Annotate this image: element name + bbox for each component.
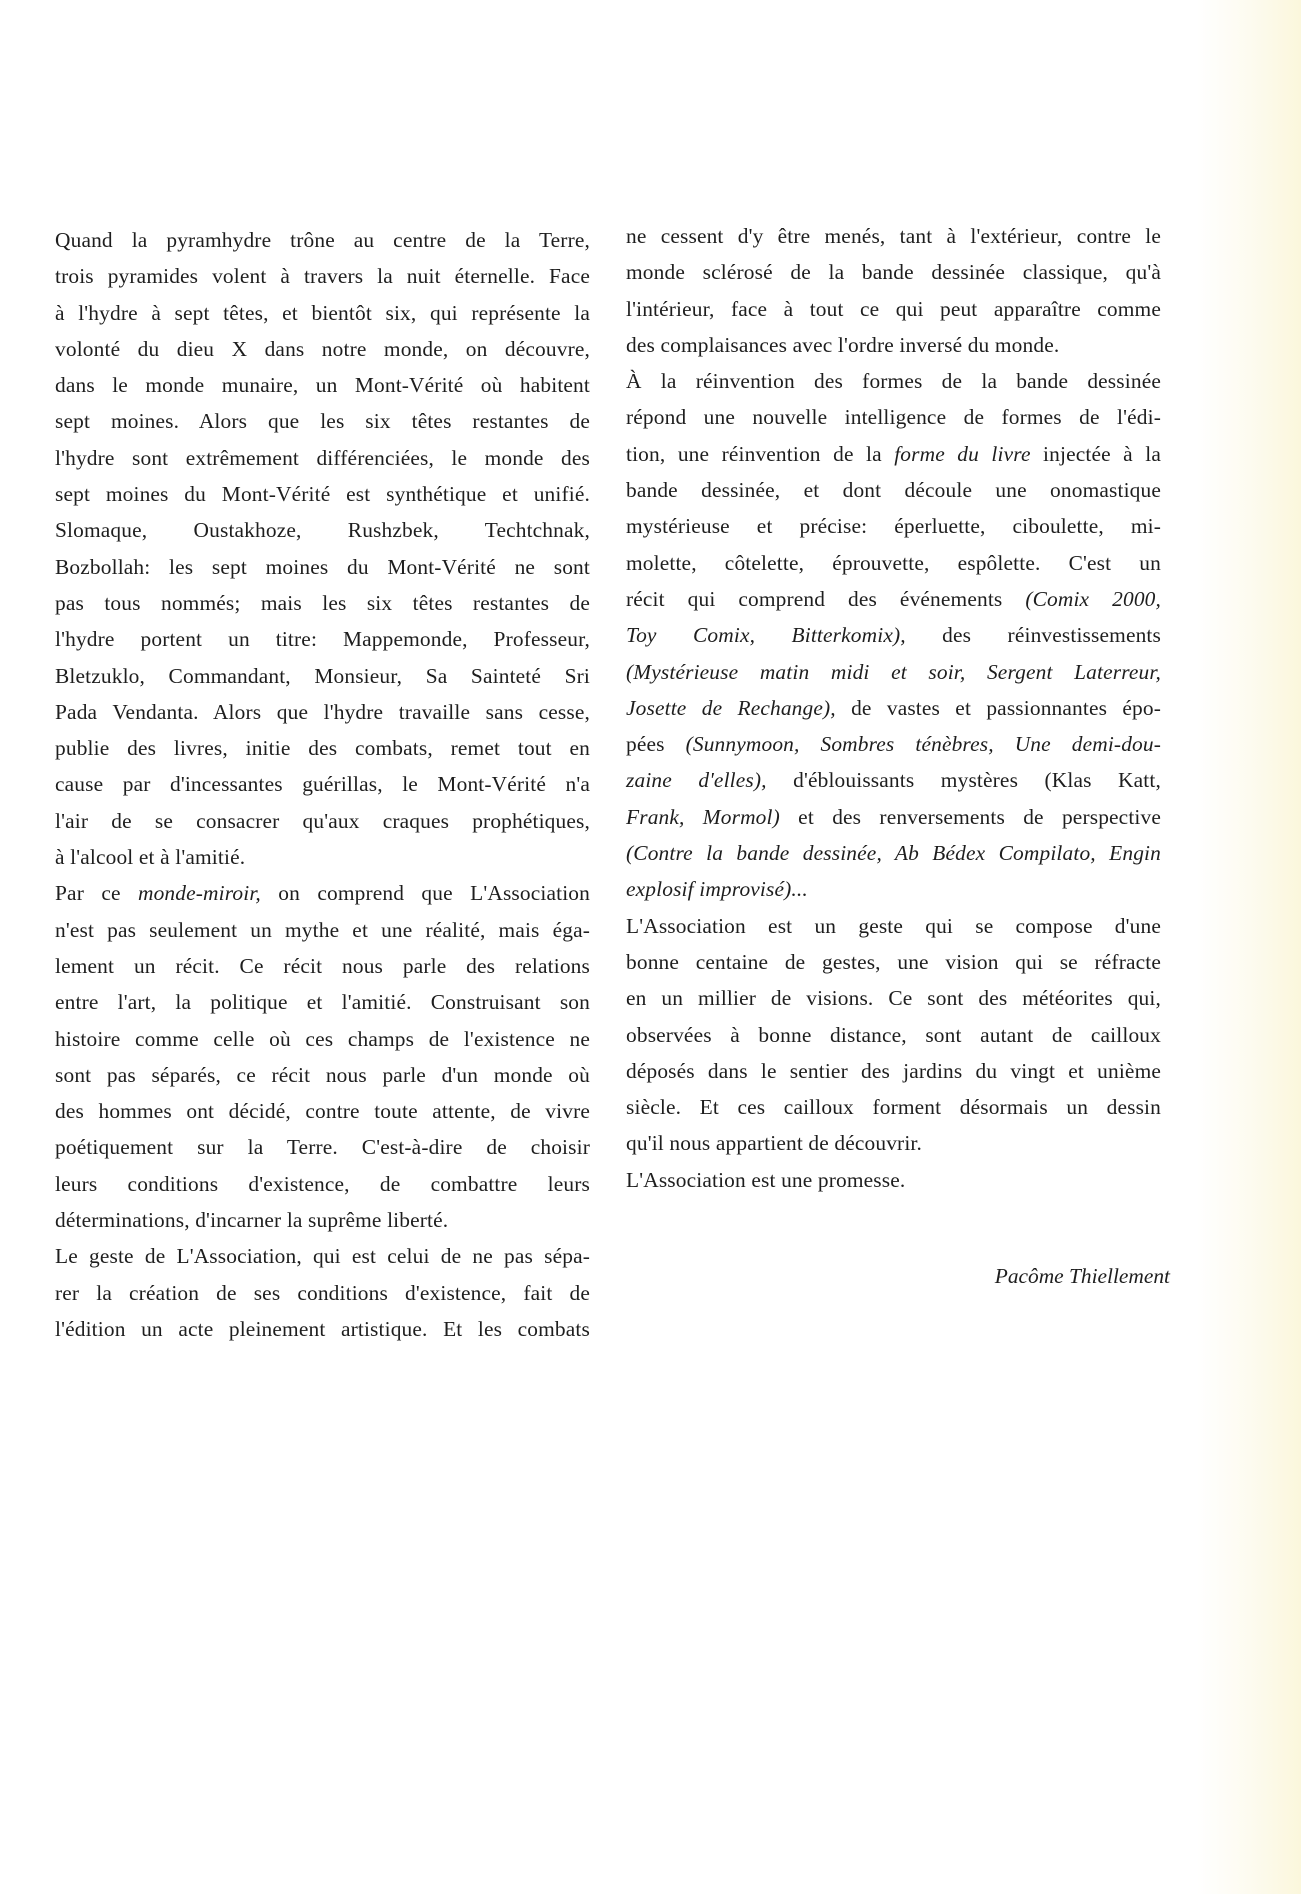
text-line: publie des livres, initie des combats, remet tout en xyxy=(55,736,590,761)
text-segment: pées xyxy=(626,732,686,757)
text-line: à l'alcool et à l'amitié. xyxy=(55,845,246,870)
italic-text: Frank, Mormol) xyxy=(626,804,780,829)
text-line xyxy=(626,690,1161,726)
italic-text: zaine d'elles), xyxy=(626,768,767,793)
text-line: rer la création de ses conditions d'existence, fait de xyxy=(55,1280,590,1305)
author-signature: Pacôme Thiellement xyxy=(994,1264,1170,1288)
italic-text: (Sunnymoon, Sombres ténèbres, Une demi-dou- xyxy=(685,732,1161,757)
text-line: bonne centaine de gestes, une vision qui se réfracte xyxy=(626,949,1161,974)
text-line: l'hydre sont extrêmement différenciées, le monde des xyxy=(55,445,590,470)
text-segment: des réinvestissements xyxy=(905,623,1161,648)
left-text-column xyxy=(55,222,590,1347)
text-line: siècle. Et ces cailloux forment désormais un dessin xyxy=(626,1095,1161,1120)
text-line xyxy=(626,799,1161,835)
text-line: qu'il nous appartient de découvrir. xyxy=(626,1131,923,1156)
text-line: sept moines du Mont-Vérité est synthétique et unifié. xyxy=(55,482,590,507)
text-line xyxy=(626,654,1161,690)
text-segment: de vastes et passionnantes épo- xyxy=(835,695,1161,720)
text-line: mystérieuse et précise: éperluette, ciboulette, mi- xyxy=(626,514,1161,539)
text-line: L'Association est une promesse. xyxy=(626,1167,906,1192)
text-line: Quand la pyramhydre trône au centre de la Terre, xyxy=(55,228,590,252)
italic-text: Toy Comix, Bitterkomix), xyxy=(626,623,906,648)
text-line: sont pas séparés, ce récit nous parle d'un monde où xyxy=(55,1062,590,1087)
text-segment: récit qui comprend des événements xyxy=(626,586,1026,611)
italic-text: monde-miroir, xyxy=(137,881,261,906)
text-line: ne cessent d'y être menés, tant à l'extérieur, contre le xyxy=(626,224,1161,248)
text-line: histoire comme celle où ces champs de l'existence ne xyxy=(55,1026,590,1051)
text-line: Bletzuklo, Commandant, Monsieur, Sa Sainteté Sri xyxy=(55,663,590,688)
text-line xyxy=(626,581,1161,617)
text-line: volonté du dieu X dans notre monde, on découvre, xyxy=(55,336,590,361)
italic-text: (Contre la bande dessinée, Ab Bédex Compilato, Engin xyxy=(626,841,1161,866)
text-line xyxy=(626,617,1161,653)
italic-text: Josette de Rechange), xyxy=(626,695,836,720)
text-line: l'édition un acte pleinement artistique. Et les combats xyxy=(55,1316,590,1341)
italic-text: forme du livre xyxy=(894,441,1031,466)
right-text-column xyxy=(626,218,1161,1198)
text-line: monde sclérosé de la bande dessinée classique, qu'à xyxy=(626,260,1161,285)
text-line: entre l'art, la politique et l'amitié. Construisant son xyxy=(55,990,590,1015)
text-segment: et des renversements de perspective xyxy=(779,804,1162,829)
text-line: lement un récit. Ce récit nous parle des relations xyxy=(55,953,590,978)
text-line: des hommes ont décidé, contre toute attente, de vivre xyxy=(55,1099,590,1124)
text-line: déposés dans le sentier des jardins du vingt et unième xyxy=(626,1058,1161,1083)
text-line: À la réinvention des formes de la bande dessinée xyxy=(626,369,1161,394)
text-line: pas tous nommés; mais les six têtes restantes de xyxy=(55,590,590,615)
text-line xyxy=(626,726,1161,762)
text-line: des complaisances avec l'ordre inversé du monde. xyxy=(626,332,1060,357)
text-line xyxy=(626,835,1161,871)
text-line: Le geste de L'Association, qui est celui de ne pas sépa- xyxy=(55,1244,590,1269)
text-line xyxy=(626,871,1161,907)
text-line: en un millier de visions. Ce sont des météorites qui, xyxy=(626,986,1161,1011)
text-line: déterminations, d'incarner la suprême liberté. xyxy=(55,1208,449,1233)
text-line: l'hydre portent un titre: Mappemonde, Professeur, xyxy=(55,627,590,652)
text-line: L'Association est un geste qui se compose d'une xyxy=(626,913,1161,938)
text-segment: on comprend que L'Association xyxy=(260,881,590,906)
text-line xyxy=(626,762,1161,798)
text-line: bande dessinée, et dont découle une onomastique xyxy=(626,478,1161,503)
text-line: Slomaque, Oustakhoze, Rushzbek, Techtchnak, xyxy=(55,518,590,543)
text-segment: tion, une réinvention de la xyxy=(626,441,895,466)
text-line: trois pyramides volent à travers la nuit éternelle. Face xyxy=(55,264,590,289)
italic-text: (Comix 2000, xyxy=(1025,586,1162,611)
text-line: l'intérieur, face à tout ce qui peut apparaître comme xyxy=(626,296,1161,321)
italic-text: (Mystérieuse matin midi et soir, Sergent Laterreur, xyxy=(626,659,1161,684)
text-line: répond une nouvelle intelligence de formes de l'édi- xyxy=(626,405,1161,430)
text-segment: d'éblouissants mystères (Klas Katt, xyxy=(766,768,1161,793)
text-line xyxy=(626,436,1161,472)
text-line: poétiquement sur la Terre. C'est-à-dire de choisir xyxy=(55,1135,590,1160)
text-line: dans le monde munaire, un Mont-Vérité où habitent xyxy=(55,373,590,398)
text-line: n'est pas seulement un mythe et une réalité, mais éga- xyxy=(55,917,590,942)
text-line: l'air de se consacrer qu'aux craques prophétiques, xyxy=(55,808,590,833)
text-line: leurs conditions d'existence, de combattre leurs xyxy=(55,1171,590,1196)
text-segment: injectée à la xyxy=(1030,441,1161,466)
text-line: Pada Vendanta. Alors que l'hydre travaille sans cesse, xyxy=(55,699,590,724)
text-line: sept moines. Alors que les six têtes restantes de xyxy=(55,409,590,434)
text-line: cause par d'incessantes guérillas, le Mont-Vérité n'a xyxy=(55,772,590,797)
italic-text: explosif improvisé)... xyxy=(626,877,808,902)
text-line: à l'hydre à sept têtes, et bientôt six, qui représente la xyxy=(55,300,590,325)
text-line: molette, côtelette, éprouvette, espôlette. C'est un xyxy=(626,550,1161,575)
text-segment: Par ce xyxy=(55,881,138,906)
text-line: observées à bonne distance, sont autant de cailloux xyxy=(626,1022,1161,1047)
text-line: Bozbollah: les sept moines du Mont-Vérité ne sont xyxy=(55,554,590,579)
text-line xyxy=(55,875,590,911)
